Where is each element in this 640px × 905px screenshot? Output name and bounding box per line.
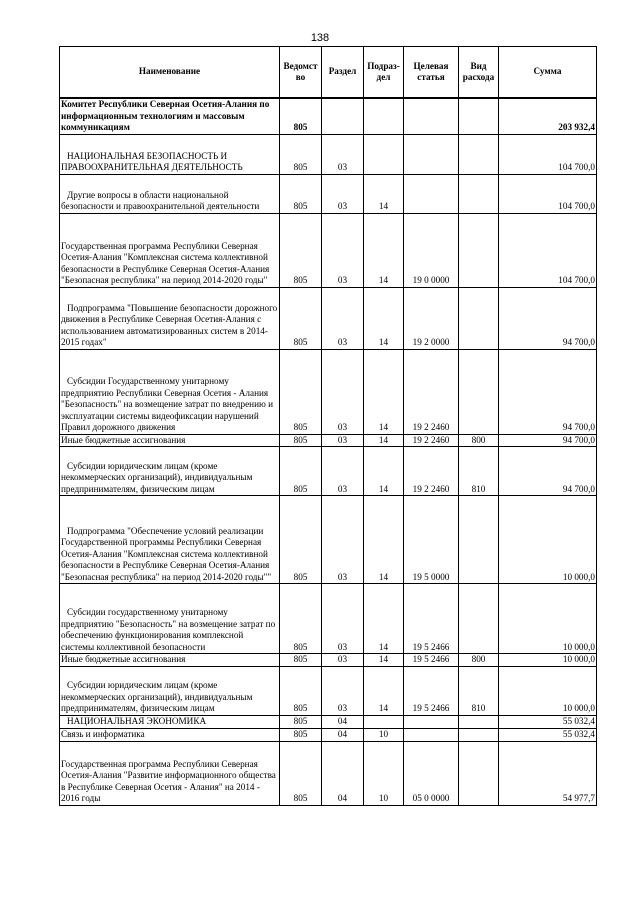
row-department: 805	[280, 584, 322, 654]
row-name: НАЦИОНАЛЬНАЯ ЭКОНОМИКА	[60, 715, 280, 728]
row-sum: 94 700,0	[499, 287, 597, 349]
row-name: Государственная программа Республики Северная Осетия-Алания "Развитие информационного общества в Республике Северная Осетия - Алания" на 2014 - 2016 годы	[60, 741, 280, 805]
row-name: НАЦИОНАЛЬНАЯ БЕЗОПАСНОСТЬ И ПРАВООХРАНИТЕЛЬНАЯ ДЕЯТЕЛЬНОСТЬ	[60, 134, 280, 174]
budget-table	[59, 46, 597, 806]
row-section	[322, 98, 364, 134]
row-subsection: 14	[364, 666, 404, 715]
row-target: 19 2 2460	[404, 447, 459, 496]
row-expense-type	[459, 715, 499, 728]
row-sum: 55 032,4	[499, 715, 597, 728]
row-department: 805	[280, 666, 322, 715]
row-department: 805	[280, 349, 322, 434]
row-sum: 104 700,0	[499, 134, 597, 174]
table-row	[60, 134, 597, 174]
row-department: 805	[280, 213, 322, 287]
row-sum: 10 000,0	[499, 654, 597, 667]
row-name: Субсидии Государственному унитарному предприятию Республики Северная Осетия - Алания "Безопасность" на возмещение затрат по внедрению и эксплуатации системы видеофиксации нарушений Правил дорожного движения	[60, 349, 280, 434]
table-row	[60, 213, 597, 287]
row-target: 19 0 0000	[404, 213, 459, 287]
row-sum: 55 032,4	[499, 728, 597, 741]
row-name: Субсидии государственному унитарному предприятию "Безопасность" на возмещение затрат по обеспечению функционирования комплексной системы коллективной безопасности	[60, 584, 280, 654]
row-section: 03	[322, 584, 364, 654]
row-target	[404, 715, 459, 728]
header-expense-type: Вид расхода	[459, 47, 499, 99]
row-name: Подпрограмма "Обеспечение условий реализации Государственной программы Республики Северная Осетия-Алания "Комплексная система коллективной безопасности в Республике Северная Осетия-Алания "Безопасная республика" на период 2014-2020 годы""	[60, 496, 280, 584]
row-section: 03	[322, 174, 364, 213]
row-section: 03	[322, 287, 364, 349]
row-expense-type	[459, 728, 499, 741]
row-name: Связь и информатика	[60, 728, 280, 741]
row-subsection	[364, 715, 404, 728]
row-department: 805	[280, 741, 322, 805]
row-expense-type: 810	[459, 447, 499, 496]
row-subsection: 14	[364, 496, 404, 584]
row-section: 03	[322, 447, 364, 496]
row-sum: 104 700,0	[499, 174, 597, 213]
row-subsection: 14	[364, 434, 404, 447]
row-section: 04	[322, 728, 364, 741]
table-row	[60, 654, 597, 667]
row-expense-type	[459, 496, 499, 584]
row-target: 19 2 0000	[404, 287, 459, 349]
row-subsection: 14	[364, 349, 404, 434]
header-department: Ведомст во	[280, 47, 322, 99]
row-name: Комитет Республики Северная Осетия-Алания по информационным технологиям и массовым коммуникациям	[60, 98, 280, 134]
row-name: Субсидии юридическим лицам (кроме некоммерческих организаций), индивидуальным предпринимателям, физическим лицам	[60, 447, 280, 496]
row-section: 03	[322, 666, 364, 715]
row-target: 19 2 2460	[404, 349, 459, 434]
row-subsection	[364, 98, 404, 134]
page-number: 138	[310, 32, 330, 44]
row-sum: 94 700,0	[499, 434, 597, 447]
row-sum: 94 700,0	[499, 447, 597, 496]
table-row	[60, 287, 597, 349]
row-section: 04	[322, 741, 364, 805]
header-name: Наименование	[60, 47, 280, 99]
table-row	[60, 174, 597, 213]
row-name: Другие вопросы в области национальной безопасности и правоохранительной деятельности	[60, 174, 280, 213]
row-sum: 10 000,0	[499, 666, 597, 715]
table-row	[60, 349, 597, 434]
row-department: 805	[280, 728, 322, 741]
table-header	[60, 47, 597, 99]
row-section: 03	[322, 496, 364, 584]
row-subsection	[364, 134, 404, 174]
row-department: 805	[280, 447, 322, 496]
header-sum: Сумма	[499, 47, 597, 99]
row-name: Иные бюджетные ассигнования	[60, 434, 280, 447]
row-department: 805	[280, 174, 322, 213]
row-expense-type	[459, 349, 499, 434]
row-section: 03	[322, 434, 364, 447]
header-subsection: Подраз- дел	[364, 47, 404, 99]
row-section: 03	[322, 654, 364, 667]
row-department: 805	[280, 654, 322, 667]
row-target: 05 0 0000	[404, 741, 459, 805]
row-expense-type	[459, 134, 499, 174]
header-target: Целевая статья	[404, 47, 459, 99]
row-department: 805	[280, 496, 322, 584]
row-target	[404, 98, 459, 134]
row-sum: 104 700,0	[499, 213, 597, 287]
row-expense-type	[459, 174, 499, 213]
row-expense-type: 810	[459, 666, 499, 715]
row-target	[404, 728, 459, 741]
row-expense-type	[459, 98, 499, 134]
row-name: Иные бюджетные ассигнования	[60, 654, 280, 667]
row-subsection: 14	[364, 654, 404, 667]
row-section: 03	[322, 134, 364, 174]
row-subsection: 10	[364, 728, 404, 741]
row-target: 19 5 0000	[404, 496, 459, 584]
table-body	[60, 98, 597, 805]
table-row	[60, 434, 597, 447]
table-row	[60, 98, 597, 134]
row-section: 03	[322, 213, 364, 287]
table-row	[60, 584, 597, 654]
row-target	[404, 174, 459, 213]
row-subsection: 14	[364, 584, 404, 654]
row-department: 805	[280, 98, 322, 134]
row-sum: 203 932,4	[499, 98, 597, 134]
row-target: 19 5 2466	[404, 666, 459, 715]
row-target	[404, 134, 459, 174]
row-expense-type: 800	[459, 654, 499, 667]
row-name: Государственная программа Республики Северная Осетия-Алания "Комплексная система коллективной безопасности в Республике Северная Осетия-Алания "Безопасная республика" на период 2014-2020 годы"	[60, 213, 280, 287]
row-subsection: 14	[364, 287, 404, 349]
table-row	[60, 666, 597, 715]
row-name: Подпрограмма "Повышение безопасности дорожного движения в Республике Северная Осетия-Алания с использованием автоматизированных систем в 2014-2015 годах"	[60, 287, 280, 349]
row-sum: 10 000,0	[499, 584, 597, 654]
row-department: 805	[280, 134, 322, 174]
row-sum: 94 700,0	[499, 349, 597, 434]
header-section: Раздел	[322, 47, 364, 99]
row-sum: 10 000,0	[499, 496, 597, 584]
row-name: Субсидии юридическим лицам (кроме некоммерческих организаций), индивидуальным предпринимателям, физическим лицам	[60, 666, 280, 715]
table-row	[60, 741, 597, 805]
row-expense-type	[459, 287, 499, 349]
row-target: 19 2 2460	[404, 434, 459, 447]
table-row	[60, 496, 597, 584]
row-subsection: 10	[364, 741, 404, 805]
table-row	[60, 715, 597, 728]
row-section: 03	[322, 349, 364, 434]
row-department: 805	[280, 287, 322, 349]
table-row	[60, 447, 597, 496]
row-expense-type: 800	[459, 434, 499, 447]
row-expense-type	[459, 584, 499, 654]
table-row	[60, 728, 597, 741]
row-subsection: 14	[364, 174, 404, 213]
row-expense-type	[459, 213, 499, 287]
row-target: 19 5 2466	[404, 654, 459, 667]
row-expense-type	[459, 741, 499, 805]
row-sum: 54 977,7	[499, 741, 597, 805]
row-subsection: 14	[364, 213, 404, 287]
row-department: 805	[280, 434, 322, 447]
row-department: 805	[280, 715, 322, 728]
row-subsection: 14	[364, 447, 404, 496]
row-target: 19 5 2466	[404, 584, 459, 654]
row-section: 04	[322, 715, 364, 728]
